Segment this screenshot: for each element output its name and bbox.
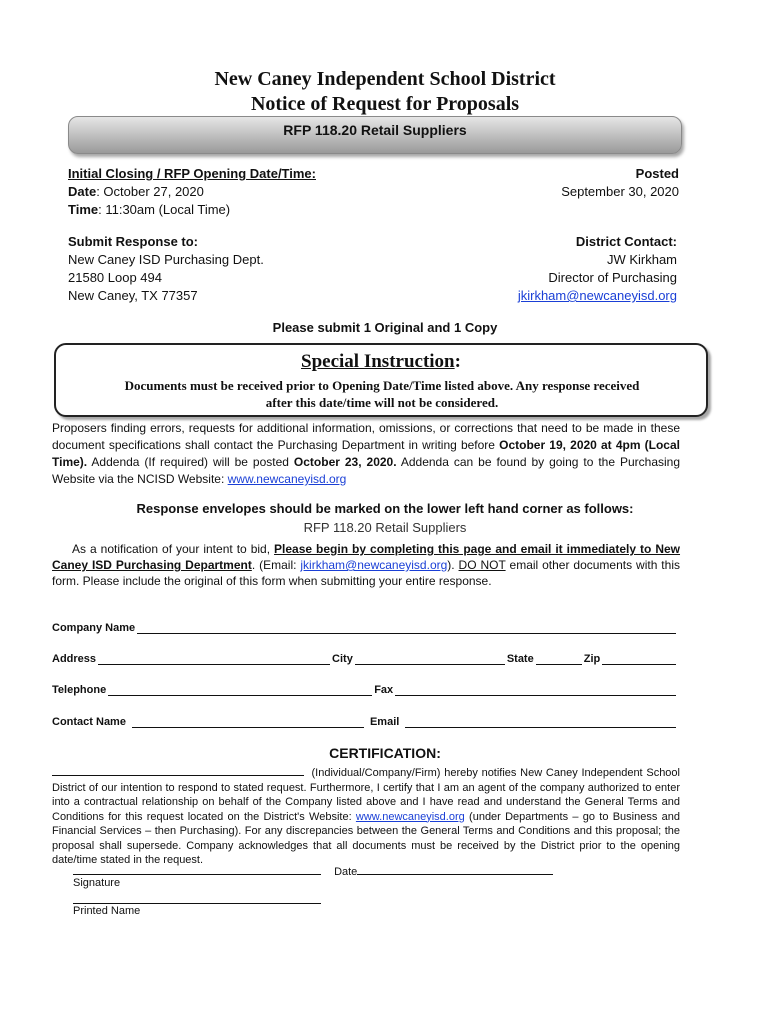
- date-field-label: Date: [334, 866, 358, 878]
- signature-field[interactable]: [73, 862, 321, 875]
- submit-line2: 21580 Loop 494: [68, 270, 162, 285]
- email-field[interactable]: [405, 716, 676, 728]
- time-value: : 11:30am (Local Time): [98, 202, 231, 217]
- signature-label: Signature: [73, 877, 121, 889]
- address-field[interactable]: [98, 653, 330, 665]
- posted-date: September 30, 2020: [561, 184, 679, 199]
- envelope-label: RFP 118.20 Retail Suppliers: [303, 520, 467, 535]
- contact-block: [420, 233, 677, 305]
- state-field[interactable]: [536, 653, 582, 665]
- time-label: Time: [68, 202, 99, 217]
- submit-heading: Submit Response to:: [68, 234, 199, 249]
- envelope-heading: Response envelopes should be marked on the lower left hand corner as follows:: [136, 501, 634, 516]
- address-row: [52, 649, 678, 665]
- state-label: State: [506, 653, 534, 665]
- company-name-field[interactable]: [137, 622, 676, 634]
- company-name-label: Company Name: [52, 622, 136, 634]
- certification-paragraph: (Individual/Company/Firm) hereby notifies New Caney Independent School District of our intention to respond to stated request. Furthermore, I certify that I am an agent of the company authorized to enter into a contractual relationship on behalf of the Company listed above and I have read and understand the General Terms and Conditions for this request located on the District's Website: www.newcaneyisd.org (under Departments – go to Business and Financial Services – then Purchasing). For any discrepancies between the General Terms and Conditions and this proposal; the proposal shall supersede. Company acknowledges that all documents must be received by the District prior to the opening date/time stated in the request.: [52, 763, 680, 868]
- rfp-banner: [68, 116, 682, 154]
- printed-name-field[interactable]: [73, 891, 321, 904]
- company-firm-field[interactable]: [52, 763, 304, 776]
- city-label: City: [332, 653, 353, 665]
- posted-heading: Posted: [635, 166, 679, 181]
- notice-title: Notice of Request for Proposals: [250, 93, 520, 115]
- website-link[interactable]: www.newcaneyisd.org: [227, 472, 347, 486]
- special-line2: after this date/time will not be considered.: [265, 395, 499, 410]
- contact-row: [52, 712, 678, 728]
- fax-label: Fax: [374, 684, 394, 696]
- telephone-field[interactable]: [108, 684, 372, 696]
- special-instruction-box: [54, 343, 708, 417]
- district-title: New Caney Independent School District: [214, 68, 556, 90]
- proposers-paragraph: Proposers finding errors, requests for additional information, omissions, or corrections that need to be made in these document specifications shall contact the Purchasing Department in writing before October 19, 2020 at 4pm (Local Time). Addenda (If required) will be posted October 23, 2020. Addenda can be found by going to the Purchasing Website via the NCISD Website: www.newcaneyisd.org: [52, 421, 681, 486]
- city-field[interactable]: [355, 653, 505, 665]
- closing-block: [68, 165, 428, 219]
- telephone-row: [52, 680, 678, 696]
- notification-paragraph: As a notification of your intent to bid, Please begin by completing this page and email it immediately to New Caney ISD Purchasing Department. (Email: jkirkham@newcaneyisd.org). DO NOT email other documents with this form. Please include the original of this form when submitting your entire response.: [52, 542, 681, 588]
- certification-heading: CERTIFICATION:: [329, 745, 441, 761]
- email-label: Email: [369, 716, 400, 728]
- signature-date-row: [73, 862, 593, 878]
- submit-line3: New Caney, TX 77357: [68, 288, 198, 303]
- fax-field[interactable]: [395, 684, 676, 696]
- address-label: Address: [52, 653, 97, 665]
- copies-note: Please submit 1 Original and 1 Copy: [272, 320, 498, 335]
- contact-name: JW Kirkham: [606, 252, 677, 267]
- telephone-label: Telephone: [52, 684, 107, 696]
- rfp-banner-text: RFP 118.20 Retail Suppliers: [283, 122, 467, 138]
- contact-title: Director of Purchasing: [548, 270, 677, 285]
- contact-name-label: Contact Name: [52, 716, 126, 728]
- special-instruction-text: [76, 377, 688, 411]
- zip-field[interactable]: [602, 653, 676, 665]
- special-line1: Documents must be received prior to Opening Date/Time listed above. Any response received: [124, 378, 640, 393]
- closing-heading: Initial Closing / RFP Opening Date/Time:: [68, 166, 316, 181]
- posted-block: [460, 165, 679, 201]
- date-value: : October 27, 2020: [96, 184, 204, 199]
- date-label: Date: [68, 184, 97, 199]
- submit-block: [68, 233, 388, 305]
- contact-name-field[interactable]: [132, 716, 364, 728]
- submit-line1: New Caney ISD Purchasing Dept.: [68, 252, 264, 267]
- company-name-row: [52, 618, 678, 634]
- contact-email-link[interactable]: jkirkham@newcaneyisd.org: [517, 288, 677, 303]
- date-field[interactable]: [357, 862, 553, 875]
- contact-heading: District Contact:: [575, 234, 677, 249]
- special-instruction-title: Special Instruction:: [301, 351, 461, 372]
- printed-name-label: Printed Name: [73, 905, 141, 917]
- cert-website-link[interactable]: www.newcaneyisd.org: [355, 810, 465, 823]
- zip-label: Zip: [583, 653, 601, 665]
- notification-email-link[interactable]: jkirkham@newcaneyisd.org: [300, 558, 448, 572]
